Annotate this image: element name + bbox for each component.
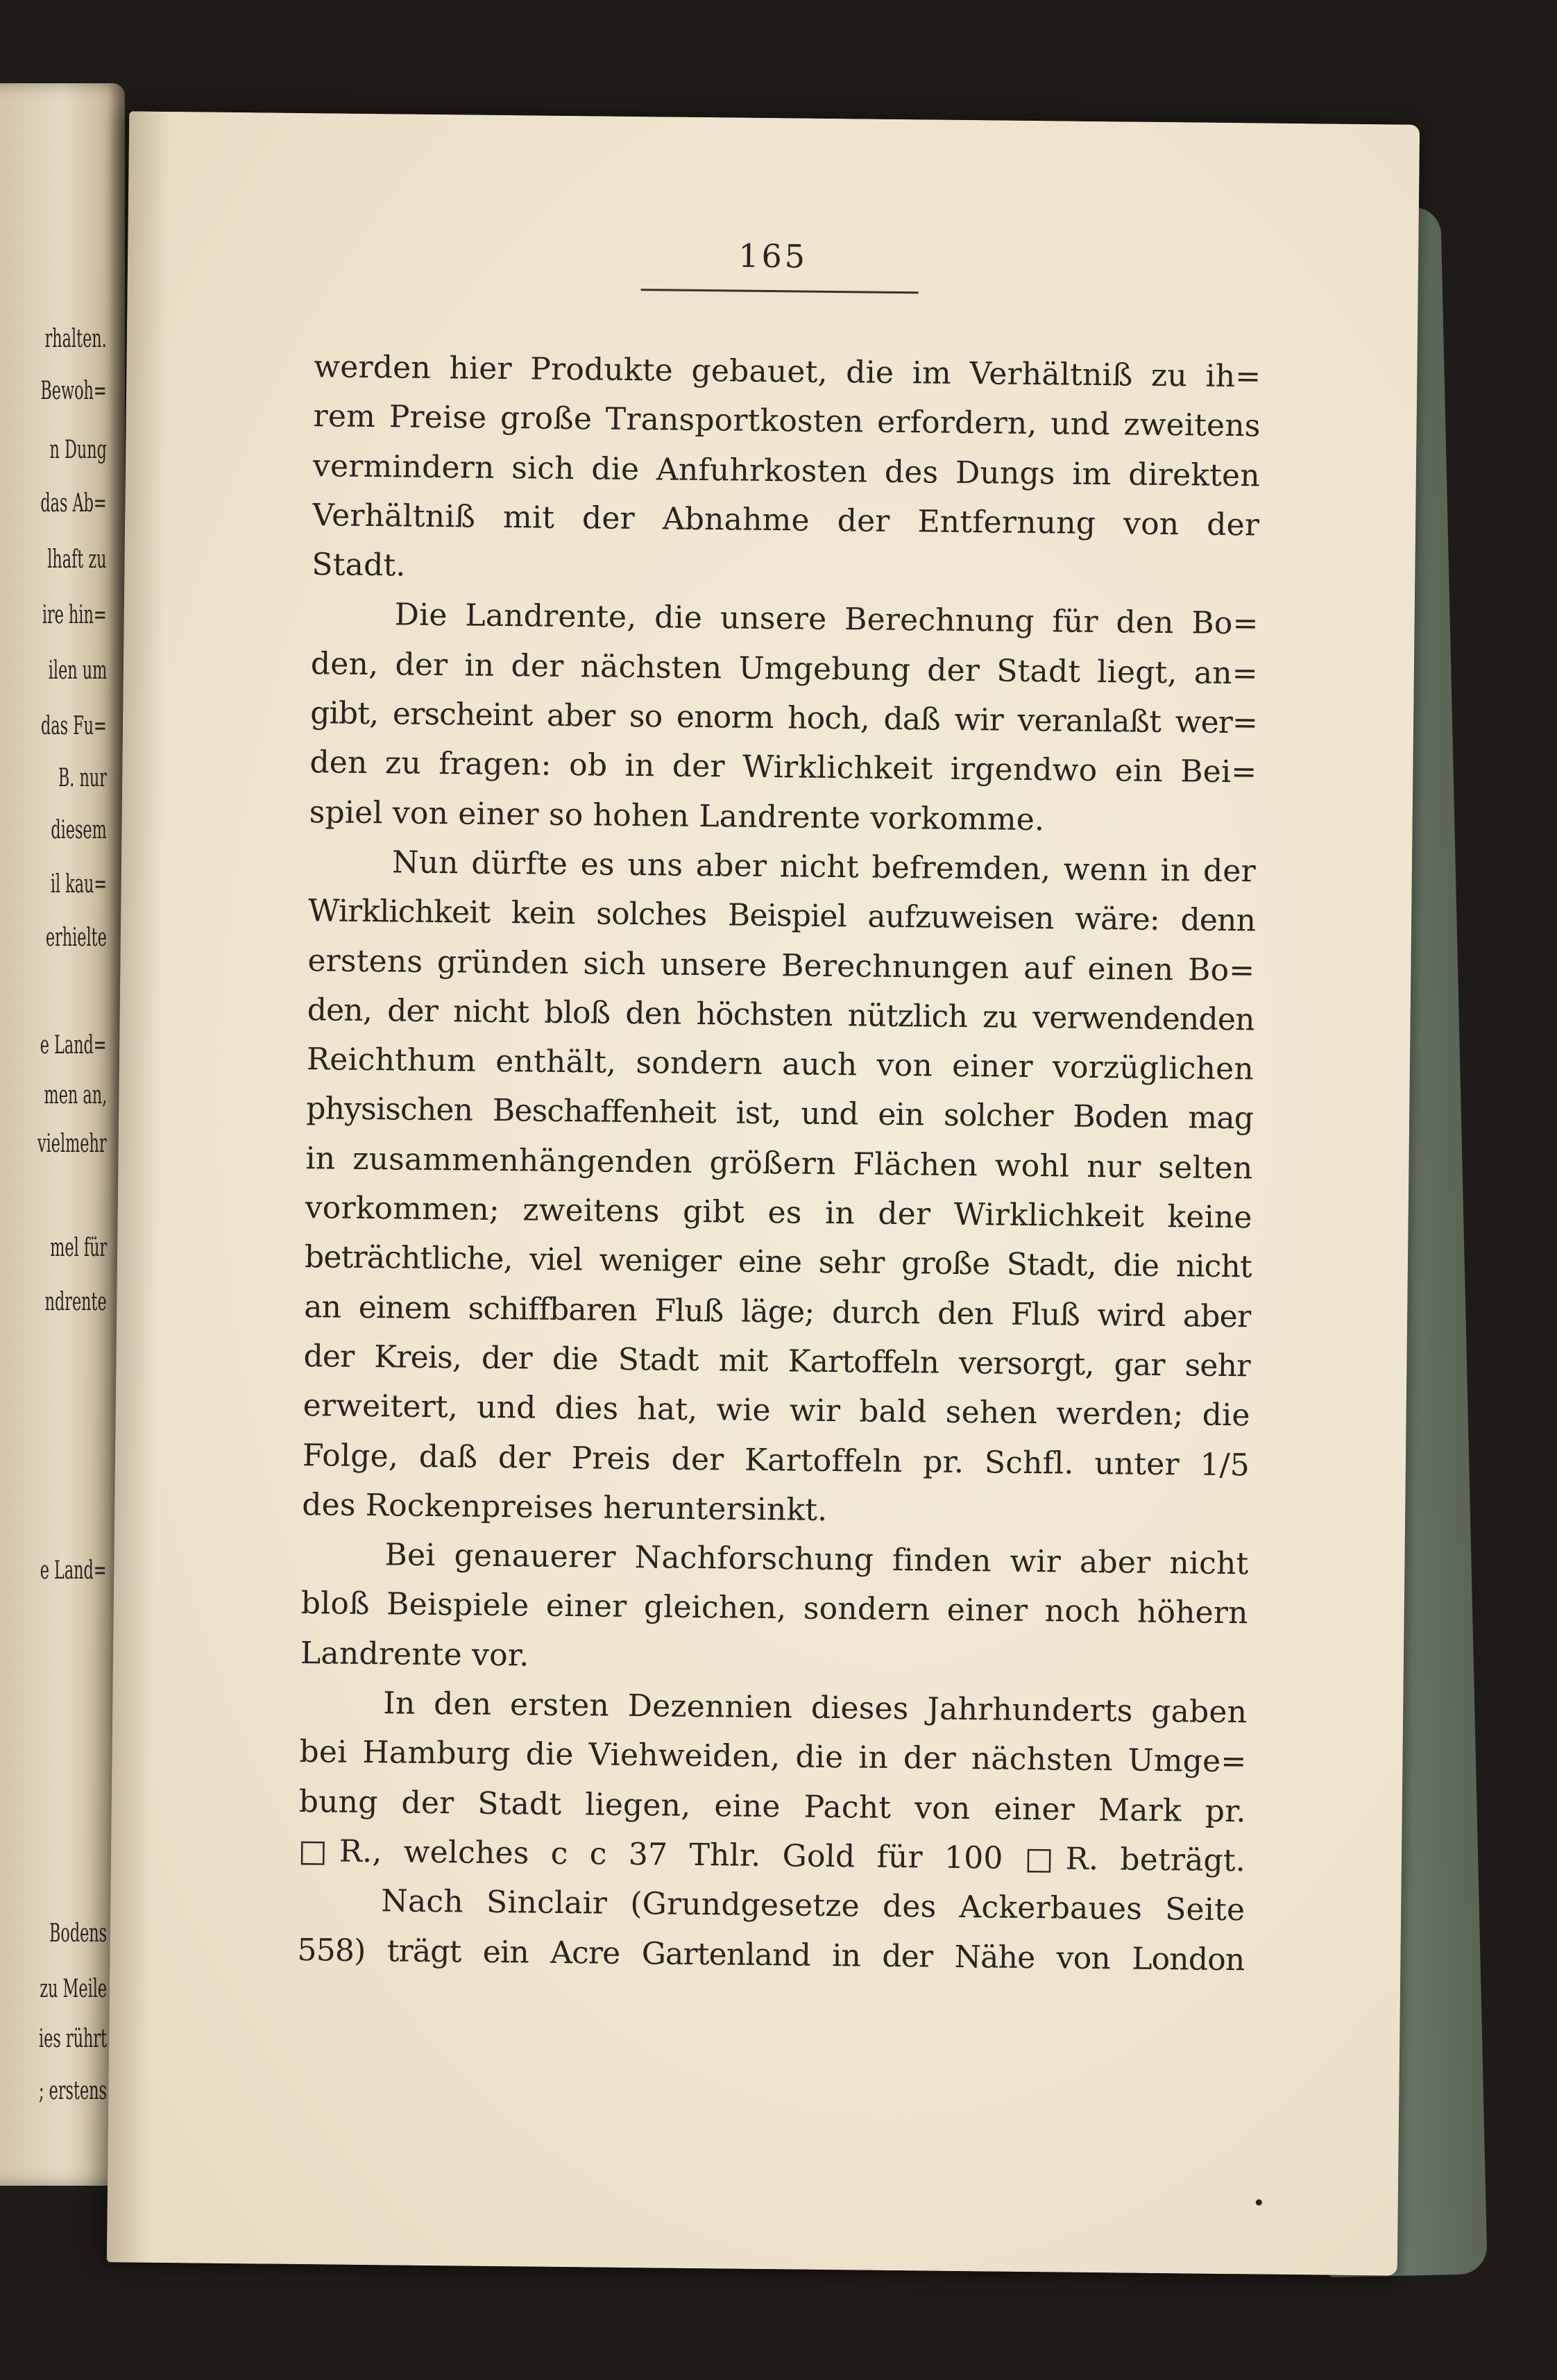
previous-page-fragment: zu Meile (40, 1975, 107, 2003)
previous-page-fragment: das Fu= (41, 712, 107, 740)
text-line: Stadt. (312, 547, 406, 584)
text-line: Bei genauerer Nachforschung finden wir aber nicht (384, 1537, 1249, 1582)
previous-page-fragment: Bodens (49, 1919, 107, 1948)
text-line: werden hier Produkte gebauet, die im Verhältniß zu ih= (314, 349, 1261, 395)
text-line: In den ersten Dezennien dieses Jahrhunderts gaben (383, 1685, 1248, 1731)
text-line: spiel von einer so hohen Landrente vorkomme. (309, 794, 1045, 838)
text-line: bloß Beispiele einer gleichen, sondern einer noch höhern (300, 1586, 1248, 1631)
text-line: 558) trägt ein Acre Gartenland in der Nähe von London (297, 1932, 1245, 1978)
previous-page-edge (0, 83, 125, 2186)
previous-page-fragment: das Ab= (40, 489, 107, 518)
previous-page-fragment: ndrente (44, 1288, 107, 1316)
text-line: rem Preise große Transportkosten erfordern, und zweitens (313, 398, 1261, 444)
text-line: an einem schiffbaren Fluß läge; durch den Fluß wird aber (303, 1289, 1252, 1335)
previous-page-fragment: mel für (50, 1234, 107, 1262)
text-line: vermindern sich die Anfuhrkosten des Dungs im direkten (312, 448, 1261, 494)
text-line: des Rockenpreises heruntersinkt. (302, 1486, 828, 1528)
text-line: den, der in der nächsten Umgebung der Stadt liegt, an= (310, 645, 1259, 692)
previous-page-fragment: e Land= (40, 1031, 107, 1060)
previous-page-fragment: men an, (44, 1081, 107, 1110)
previous-page-fragment: ; erstens (39, 2077, 107, 2105)
text-line: Verhältniß mit der Abnahme der Entfernung von der (312, 498, 1260, 543)
paper-speck (1256, 2200, 1262, 2206)
text-line: Folge, daß der Preis der Kartoffeln pr. Schfl. unter 1/5 (302, 1437, 1250, 1483)
text-line: physischen Beschaffenheit ist, und ein solcher Boden mag (305, 1091, 1254, 1137)
previous-page-fragment: ies rührt (39, 2025, 107, 2053)
previous-page-fragment: vielmehr (37, 1130, 107, 1158)
previous-page-fragment: ire hin= (42, 601, 107, 629)
previous-page-fragment: Bewoh= (40, 377, 107, 405)
text-line: □R., welches c c 37 Thlr. Gold für 100 □R. beträgt. (298, 1833, 1246, 1879)
text-line: Nun dürfte es uns aber nicht befremden, wenn in der (391, 844, 1257, 890)
text-line: Nach Sinclair (Grundgesetze des Ackerbaues Seite (381, 1883, 1245, 1928)
text-line: vorkommen; zweitens gibt es in der Wirklichkeit keine (305, 1190, 1252, 1236)
text-line: beträchtliche, viel weniger eine sehr große Stadt, die nicht (304, 1239, 1252, 1285)
text-line: bung der Stadt liegen, eine Pacht von einer Mark pr. (298, 1783, 1246, 1829)
text-line: der Kreis, der die Stadt mit Kartoffeln versorgt, gar sehr (303, 1338, 1251, 1384)
previous-page-fragment: e Land= (40, 1556, 107, 1585)
previous-page-fragment: rhalten. (44, 325, 107, 353)
previous-page-fragment: il kau= (50, 870, 107, 899)
previous-page-fragment: B. nur (58, 764, 107, 792)
text-line: in zusammenhängenden größern Flächen wohl nur selten (305, 1140, 1253, 1187)
text-line: den zu fragen: ob in der Wirklichkeit irgendwo ein Bei= (309, 745, 1257, 790)
text-line: gibt, erscheint aber so enorm hoch, daß wir veranlaßt wer= (309, 695, 1258, 741)
previous-page-fragment: lhaft zu (47, 545, 107, 574)
text-line: Landrente vor. (300, 1635, 529, 1674)
text-line: Die Landrente, die unsere Berechnung für den Bo= (394, 597, 1259, 642)
previous-page-fragment: erhielte (46, 924, 107, 952)
body-text (297, 342, 1261, 1984)
previous-page-fragment: diesem (51, 816, 107, 844)
text-line: erstens gründen sich unsere Berechnungen auf einen Bo= (307, 942, 1255, 988)
previous-page-fragment: ilen um (48, 656, 107, 685)
text-line: Reichthum enthält, sondern auch von einer vorzüglichen (306, 1042, 1254, 1087)
text-line: den, der nicht bloß den höchsten nützlich zu verwendenden (307, 992, 1254, 1038)
text-line: erweitert, und dies hat, wie wir bald sehen werden; die (303, 1388, 1250, 1434)
text-line: bei Hamburg die Viehweiden, die in der nächsten Umge= (299, 1734, 1247, 1780)
header-rule (641, 289, 919, 294)
page (107, 111, 1420, 2275)
previous-page-fragment: n Dung (49, 436, 107, 464)
text-line: Wirklichkeit kein solches Beispiel aufzuweisen wäre: denn (307, 893, 1256, 939)
page-number: 165 (738, 237, 808, 275)
